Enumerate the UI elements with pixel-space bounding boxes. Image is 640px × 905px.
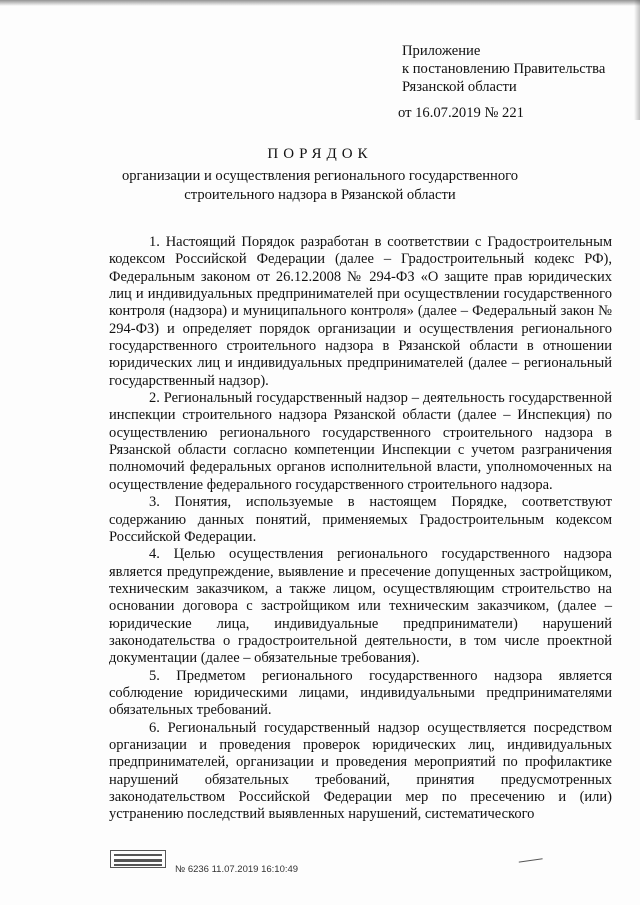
document-body bbox=[109, 234, 612, 824]
appendix-date-number: от 16.07.2019 № 221 bbox=[398, 105, 524, 121]
appendix-line-1: Приложение bbox=[402, 43, 481, 59]
subtitle-line-1: организации и осуществления регионального государственного bbox=[121, 168, 519, 184]
subtitle-line-2: строительного надзора в Рязанской области bbox=[184, 187, 456, 203]
scan-edge-top bbox=[0, 0, 640, 6]
scan-edge-right bbox=[634, 0, 640, 120]
appendix-header bbox=[400, 42, 630, 122]
paragraph-5: 5. Предметом регионального государственного надзора является соблюдение юридическими лицами, индивидуальными предпринимателями обязательных требований. bbox=[109, 667, 612, 719]
appendix-line-2: к постановлению Правительства bbox=[402, 61, 606, 77]
document-subtitle bbox=[90, 167, 550, 205]
registration-meta: № 6236 11.07.2019 16:10:49 bbox=[175, 864, 299, 875]
paragraph-1: 1. Настоящий Порядок разработан в соответствии с Градостроительным кодексом Российской Федерации (далее – Градостроительный кодекс РФ), Федеральным законом от 26.12.2008 № 294-ФЗ «О защите прав юридических лиц и индивидуальных предпринимателей при осуществлении государственного контроля (надзора) и муниципального контроля» (далее – Федеральный закон № 294-ФЗ) и определяет порядок организации и осуществления регионального государственного строительного надзора в Рязанской области в отношении юридических лиц и индивидуальных предпринимателей (далее – региональный государственный надзор). bbox=[109, 234, 612, 389]
paragraph-4: 4. Целью осуществления регионального государственного надзора является предупреждение, выявление и пресечение допущенных застройщиком, техническим заказчиком, а также лицом, осуществляющим строительство на основании договора с застройщиком или техническим заказчиком, (далее – юридические лица, индивидуальные предприниматели) нарушений законодательства о градостроительной деятельности, в том числе проектной документации (далее – обязательные требования). bbox=[109, 546, 612, 667]
paragraph-2: 2. Региональный государственный надзор – деятельность государственной инспекции строительного надзора Рязанской области (далее – Инспекция) по осуществлению регионального государственного строительного надзора в Рязанской области согласно компетенции Инспекции с учетом разграничения полномочий федеральных органов исполнительной власти, уполномоченных на осуществление федерального государственного строительного надзора. bbox=[109, 390, 612, 493]
paragraph-3: 3. Понятия, используемые в настоящем Порядке, соответствуют содержанию данных понятий, применяемых Градостроительным кодексом Российской Федерации. bbox=[109, 494, 612, 545]
appendix-line-3: Рязанской области bbox=[402, 79, 517, 95]
document-title: ПОРЯДОК bbox=[267, 146, 373, 162]
paragraph-6: 6. Региональный государственный надзор осуществляется посредством организации и проведения проверок юридических лиц, индивидуальных предпринимателей, организации и проведения мероприятий по профилактике нарушений обязательных требований, принятия предусмотренных законодательством Российской Федерации мер по пресечению и (или) устранению последствий выявленных нарушений, систематического bbox=[109, 719, 612, 823]
handwritten-mark bbox=[517, 848, 542, 862]
barcode-stamp bbox=[110, 850, 166, 868]
